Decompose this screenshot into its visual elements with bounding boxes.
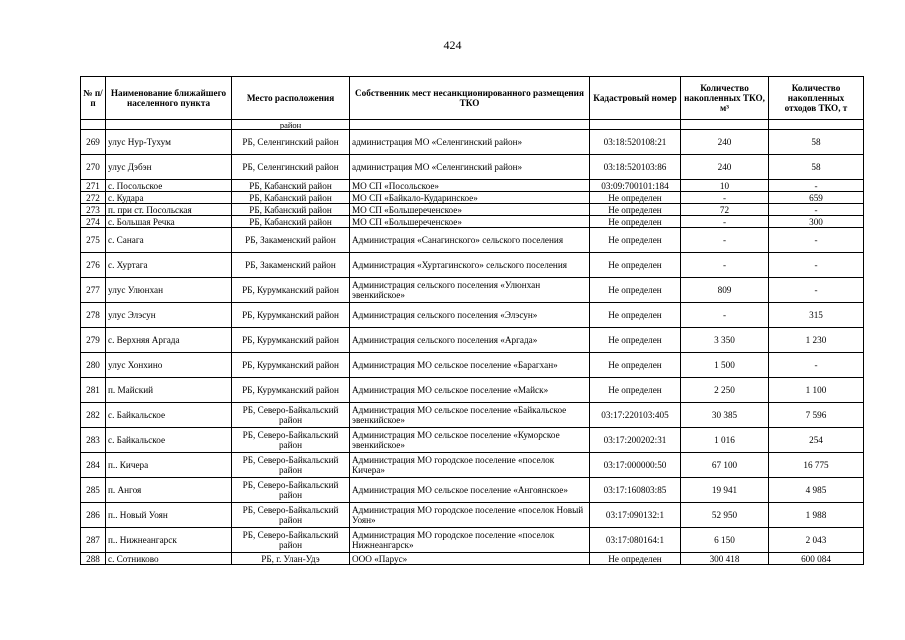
table-row — [81, 180, 864, 192]
cell-mass: 58 — [769, 155, 864, 180]
cell-settlement: с. Байкальское — [106, 403, 232, 428]
cell-settlement: п.. Кичера — [106, 453, 232, 478]
cell-volume: 240 — [681, 155, 769, 180]
header-volume: Количество накопленных ТКО, м³ — [681, 77, 769, 120]
cell-location: РБ, Курумканский район — [232, 328, 350, 353]
cell-volume: 2 250 — [681, 378, 769, 403]
cell-num: 278 — [81, 303, 106, 328]
cell-mass: 659 — [769, 192, 864, 204]
table-row — [81, 553, 864, 565]
cell-owner: Администрация МО городское поселение «поселок Кичера» — [350, 453, 590, 478]
cell-owner: Администрация сельского поселения «Элэсун» — [350, 303, 590, 328]
table-row — [81, 303, 864, 328]
cell-num — [81, 120, 106, 130]
cell-settlement — [106, 120, 232, 130]
cell-cadastral: Не определен — [590, 253, 681, 278]
cell-owner: ООО «Парус» — [350, 553, 590, 565]
cell-mass — [769, 120, 864, 130]
table-row — [81, 528, 864, 553]
continuation-row — [81, 120, 864, 130]
cell-owner: Администрация сельского поселения «Улюнхан эвенкийское» — [350, 278, 590, 303]
cell-volume: 72 — [681, 204, 769, 216]
cell-owner: Администрация МО сельское поселение «Байкальское эвенкийское» — [350, 403, 590, 428]
cell-cadastral: 03:18:520103:86 — [590, 155, 681, 180]
cell-location: РБ, Северо-Байкальский район — [232, 428, 350, 453]
cell-cadastral: Не определен — [590, 553, 681, 565]
cell-mass: - — [769, 228, 864, 253]
cell-volume: 6 150 — [681, 528, 769, 553]
cell-cadastral: Не определен — [590, 328, 681, 353]
cell-num: 286 — [81, 503, 106, 528]
cell-num: 281 — [81, 378, 106, 403]
cell-cadastral: Не определен — [590, 216, 681, 228]
cell-num: 275 — [81, 228, 106, 253]
cell-owner: Администрация МО сельское поселение «Барагхан» — [350, 353, 590, 378]
table-row — [81, 204, 864, 216]
cell-settlement: п.. Новый Уоян — [106, 503, 232, 528]
cell-location: РБ, Кабанский район — [232, 192, 350, 204]
page-number: 424 — [443, 38, 462, 52]
cell-owner: Администрация МО сельское поселение «Куморское эвенкийское» — [350, 428, 590, 453]
header-num: № п/п — [81, 77, 106, 120]
cell-cadastral: Не определен — [590, 303, 681, 328]
cell-volume: 300 418 — [681, 553, 769, 565]
cell-mass: - — [769, 204, 864, 216]
cell-num: 280 — [81, 353, 106, 378]
cell-settlement: улус Улюнхан — [106, 278, 232, 303]
cell-settlement: с. Посольское — [106, 180, 232, 192]
table-row — [81, 453, 864, 478]
cell-cadastral: Не определен — [590, 228, 681, 253]
cell-owner: МО СП «Большереченское» — [350, 204, 590, 216]
cell-volume: - — [681, 216, 769, 228]
cell-settlement: улус Нур-Тухум — [106, 130, 232, 155]
cell-volume: - — [681, 192, 769, 204]
cell-mass: 7 596 — [769, 403, 864, 428]
header-location: Место расположения — [232, 77, 350, 120]
cell-num: 276 — [81, 253, 106, 278]
cell-num: 274 — [81, 216, 106, 228]
table-row — [81, 328, 864, 353]
cell-num: 284 — [81, 453, 106, 478]
cell-settlement: улус Хонхино — [106, 353, 232, 378]
cell-owner — [350, 120, 590, 130]
cell-location: РБ, Северо-Байкальский район — [232, 403, 350, 428]
cell-cadastral: 03:09:700101:184 — [590, 180, 681, 192]
cell-cadastral: Не определен — [590, 204, 681, 216]
cell-cadastral: 03:17:160803:85 — [590, 478, 681, 503]
cell-location: РБ, Курумканский район — [232, 353, 350, 378]
cell-volume: 52 950 — [681, 503, 769, 528]
cell-mass: 254 — [769, 428, 864, 453]
cell-location: РБ, Селенгинский район — [232, 130, 350, 155]
cell-settlement: п. Ангоя — [106, 478, 232, 503]
cell-owner: Администрация МО городское поселение «поселок Новый Уоян» — [350, 503, 590, 528]
cell-location: РБ, Закаменский район — [232, 253, 350, 278]
cell-cadastral: 03:17:200202:31 — [590, 428, 681, 453]
cell-volume: 809 — [681, 278, 769, 303]
cell-location: РБ, Кабанский район — [232, 216, 350, 228]
cell-settlement: улус Дэбэн — [106, 155, 232, 180]
cell-cadastral: 03:17:220103:405 — [590, 403, 681, 428]
table-row — [81, 428, 864, 453]
cell-settlement: с. Санага — [106, 228, 232, 253]
cell-volume: 1 016 — [681, 428, 769, 453]
cell-volume: 3 350 — [681, 328, 769, 353]
cell-settlement: улус Элэсун — [106, 303, 232, 328]
cell-settlement: п. при ст. Посольская — [106, 204, 232, 216]
cell-location: РБ, Закаменский район — [232, 228, 350, 253]
cell-location: РБ, Кабанский район — [232, 204, 350, 216]
cell-mass: 2 043 — [769, 528, 864, 553]
cell-location: РБ, Курумканский район — [232, 303, 350, 328]
cell-num: 273 — [81, 204, 106, 216]
cell-settlement: с. Байкальское — [106, 428, 232, 453]
cell-num: 288 — [81, 553, 106, 565]
cell-cadastral: Не определен — [590, 353, 681, 378]
header-row — [81, 77, 864, 120]
cell-location: РБ, Северо-Байкальский район — [232, 528, 350, 553]
cell-volume: 240 — [681, 130, 769, 155]
cell-cadastral: Не определен — [590, 192, 681, 204]
table-row — [81, 253, 864, 278]
cell-location: РБ, Северо-Байкальский район — [232, 503, 350, 528]
cell-num: 285 — [81, 478, 106, 503]
cell-volume: 10 — [681, 180, 769, 192]
cell-volume: - — [681, 303, 769, 328]
cell-location: РБ, Кабанский район — [232, 180, 350, 192]
cell-settlement: с. Сотниково — [106, 553, 232, 565]
cell-mass: - — [769, 353, 864, 378]
table-row — [81, 228, 864, 253]
cell-volume: - — [681, 253, 769, 278]
cell-settlement: с. Кудара — [106, 192, 232, 204]
cell-num: 270 — [81, 155, 106, 180]
cell-owner: Администрация МО городское поселение «поселок Нижнеангарск» — [350, 528, 590, 553]
header-settlement: Наименование ближайшего населенного пункта — [106, 77, 232, 120]
cell-cadastral: 03:18:520108:21 — [590, 130, 681, 155]
cell-owner: МО СП «Большереченское» — [350, 216, 590, 228]
cell-settlement: с. Большая Речка — [106, 216, 232, 228]
cell-mass: 4 985 — [769, 478, 864, 503]
cell-owner: администрация МО «Селенгинский район» — [350, 155, 590, 180]
cell-settlement: п. Майский — [106, 378, 232, 403]
table-row — [81, 503, 864, 528]
cell-owner: Администрация «Хуртагинского» сельского поселения — [350, 253, 590, 278]
cell-owner: МО СП «Байкало-Кударинское» — [350, 192, 590, 204]
cell-location: РБ, Курумканский район — [232, 278, 350, 303]
table-row — [81, 403, 864, 428]
cell-location: РБ, Северо-Байкальский район — [232, 453, 350, 478]
table-row — [81, 378, 864, 403]
table-row — [81, 353, 864, 378]
cell-location: район — [232, 120, 350, 130]
header-mass: Количество накопленных отходов ТКО, т — [769, 77, 864, 120]
cell-volume: 19 941 — [681, 478, 769, 503]
cell-num: 272 — [81, 192, 106, 204]
cell-mass: - — [769, 253, 864, 278]
table-row — [81, 130, 864, 155]
cell-volume: 30 385 — [681, 403, 769, 428]
table-row — [81, 216, 864, 228]
cell-num: 271 — [81, 180, 106, 192]
cell-mass: 58 — [769, 130, 864, 155]
cell-mass: 315 — [769, 303, 864, 328]
cell-mass: 1 988 — [769, 503, 864, 528]
table-row — [81, 278, 864, 303]
cell-cadastral: 03:17:090132:1 — [590, 503, 681, 528]
cell-mass: - — [769, 180, 864, 192]
cell-num: 279 — [81, 328, 106, 353]
cell-owner: МО СП «Посольское» — [350, 180, 590, 192]
cell-owner: администрация МО «Селенгинский район» — [350, 130, 590, 155]
table-row — [81, 192, 864, 204]
cell-mass: 1 230 — [769, 328, 864, 353]
cell-location: РБ, г. Улан-Удэ — [232, 553, 350, 565]
cell-mass: 1 100 — [769, 378, 864, 403]
cell-num: 277 — [81, 278, 106, 303]
cell-num: 269 — [81, 130, 106, 155]
cell-volume: - — [681, 228, 769, 253]
cell-mass: 600 084 — [769, 553, 864, 565]
cell-owner: Администрация МО сельское поселение «Ангоянское» — [350, 478, 590, 503]
cell-location: РБ, Селенгинский район — [232, 155, 350, 180]
cell-location: РБ, Курумканский район — [232, 378, 350, 403]
header-owner: Собственник мест несанкционированного размещения ТКО — [350, 77, 590, 120]
cell-cadastral: 03:17:080164:1 — [590, 528, 681, 553]
cell-num: 287 — [81, 528, 106, 553]
table-row — [81, 155, 864, 180]
waste-sites-table — [80, 76, 864, 565]
cell-num: 283 — [81, 428, 106, 453]
cell-owner: Администрация «Санагинского» сельского поселения — [350, 228, 590, 253]
header-cadastral: Кадастровый номер — [590, 77, 681, 120]
cell-mass: 16 775 — [769, 453, 864, 478]
cell-mass: - — [769, 278, 864, 303]
cell-settlement: с. Верхняя Аргада — [106, 328, 232, 353]
cell-cadastral: Не определен — [590, 278, 681, 303]
cell-settlement: с. Хуртага — [106, 253, 232, 278]
cell-cadastral: 03:17:000000:50 — [590, 453, 681, 478]
cell-num: 282 — [81, 403, 106, 428]
cell-volume: 67 100 — [681, 453, 769, 478]
cell-volume: 1 500 — [681, 353, 769, 378]
cell-owner: Администрация МО сельское поселение «Майск» — [350, 378, 590, 403]
cell-settlement: п.. Нижнеангарск — [106, 528, 232, 553]
cell-mass: 300 — [769, 216, 864, 228]
cell-location: РБ, Северо-Байкальский район — [232, 478, 350, 503]
cell-volume — [681, 120, 769, 130]
cell-cadastral — [590, 120, 681, 130]
cell-owner: Администрация сельского поселения «Аргада» — [350, 328, 590, 353]
table-row — [81, 478, 864, 503]
cell-cadastral: Не определен — [590, 378, 681, 403]
table-body — [81, 120, 864, 565]
